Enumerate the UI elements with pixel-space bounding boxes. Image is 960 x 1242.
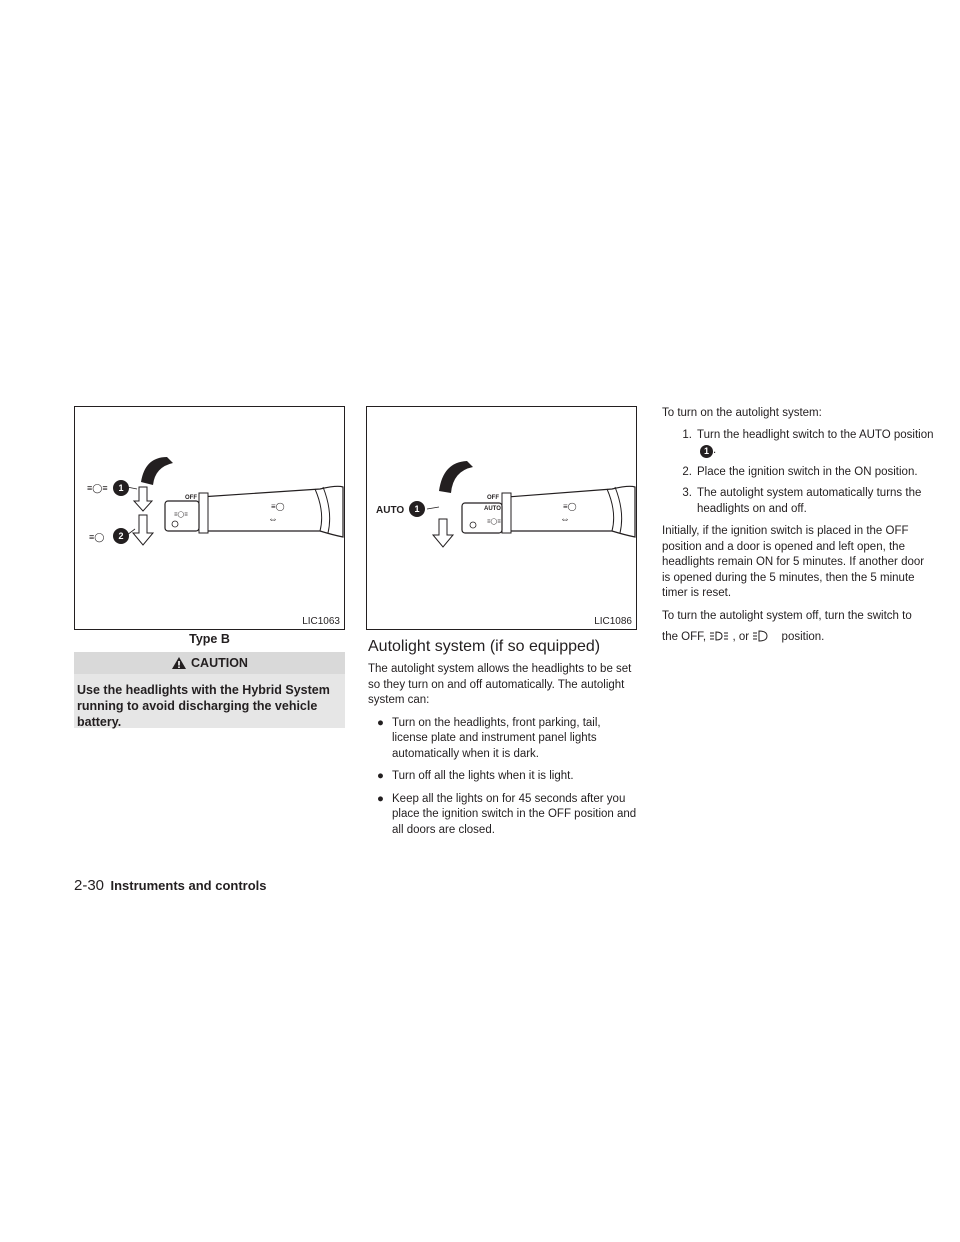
caution-header (74, 652, 345, 674)
autolight-switch-illustration (367, 407, 636, 629)
bullet-item (368, 792, 638, 839)
callout-2: 2 (113, 528, 129, 544)
section-body (368, 662, 638, 838)
caution-box (74, 652, 345, 728)
auto-label: AUTO (484, 506, 501, 512)
section-title: Instruments and controls (110, 878, 267, 893)
bullet-text: Turn on the headlights, front parking, tail, license plate and instrument panel lights automatically when it is dark. (392, 716, 601, 760)
callout-1: 1 (113, 480, 129, 496)
headlight-switch-illustration (75, 407, 344, 629)
svg-text:≡◯: ≡◯ (271, 502, 285, 511)
auto-callout-label: AUTO (376, 505, 405, 516)
step-text: The autolight system automatically turns the headlights on and off. (697, 487, 922, 515)
right-intro: To turn on the autolight system: (662, 407, 822, 419)
right-column (662, 406, 934, 646)
svg-text:⇔: ⇔ (268, 514, 278, 525)
svg-text:≡◯≡: ≡◯≡ (487, 519, 501, 525)
bullet-text: Keep all the lights on for 45 seconds after you place the ignition switch in the OFF position and all doors are closed. (392, 792, 637, 836)
warning-icon (171, 656, 187, 670)
step-item (662, 486, 934, 517)
section-heading: Autolight system (if so equipped) (368, 638, 601, 655)
bullet-mark: ● (377, 770, 384, 782)
step-item (662, 428, 934, 459)
step-number: 1. (682, 428, 692, 441)
step-number: 3. (682, 487, 692, 499)
step-text: Place the ignition switch in the ON position. (697, 465, 918, 478)
paragraph-turn-off-line2: the OFF, , or position. (662, 631, 825, 643)
bullet-text: Turn off all the lights when it is light. (392, 770, 574, 782)
figure-code: LIC1063 (302, 616, 340, 627)
paragraph-turn-off: To turn the autolight system off, turn the switch to (662, 609, 912, 622)
bullet-item (368, 716, 638, 763)
svg-text:≡◯≡: ≡◯≡ (174, 512, 188, 518)
step-number: 2. (682, 465, 692, 478)
svg-text:⇔: ⇔ (560, 514, 570, 525)
page-number: 2-30 (74, 877, 105, 894)
figure-type-b (74, 406, 345, 630)
bullet-mark: ● (377, 792, 384, 805)
svg-text:≡◯: ≡◯ (563, 502, 577, 511)
off-label: OFF (487, 495, 499, 501)
page-footer (74, 877, 267, 895)
figure-code: LIC1086 (594, 616, 632, 627)
off-label: OFF (185, 495, 197, 501)
step-text: Turn the headlight switch to the AUTO position1 . (697, 428, 934, 456)
caution-heading: CAUTION (191, 656, 248, 670)
step-item (662, 465, 934, 481)
bullet-mark: ● (377, 716, 384, 729)
svg-text:≡◯: ≡◯ (89, 532, 105, 542)
bullet-item (368, 769, 638, 785)
caution-text: Use the headlights with the Hybrid System running to avoid discharging the vehicle battery. (77, 683, 330, 729)
callout-1: 1 (409, 501, 425, 517)
figure-caption: Type B (189, 632, 230, 646)
figure-autolight (366, 406, 637, 630)
paragraph-initially: Initially, if the ignition switch is placed in the OFF position and a door is opened and left open, the headlights remain ON for 5 minutes. If another door is opened during the 5 minutes, then the 5 minute timer is reset. (662, 525, 925, 599)
svg-text:≡◯≡: ≡◯≡ (87, 483, 108, 493)
headlight-icon (752, 630, 768, 642)
inline-callout-1: 1 (700, 445, 713, 458)
parking-lights-icon (709, 630, 729, 642)
section-intro: The autolight system allows the headlights to be set so they turn on and off automatically. The autolight system can: (368, 663, 632, 706)
